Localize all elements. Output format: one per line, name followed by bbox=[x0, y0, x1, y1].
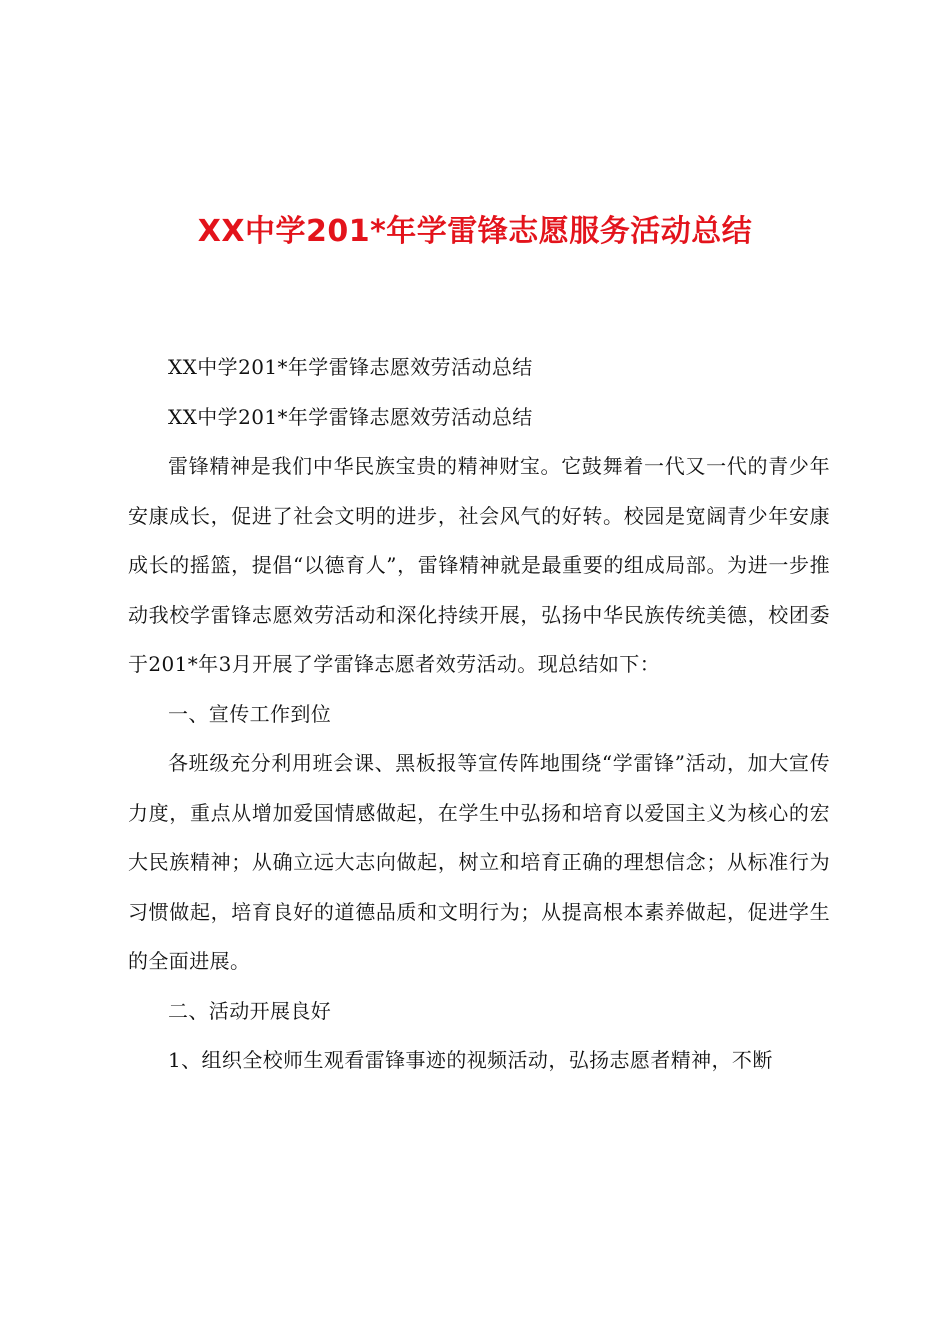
paragraph-subtitle-1: XX中学201*年学雷锋志愿效劳活动总结 bbox=[168, 355, 533, 379]
paragraph-section-1: 各班级充分利用班会课、黑板报等宣传阵地围绕“学雷锋”活动，加大宣传力度，重点从增加爱国情感做起，在学生中弘扬和培育以爱国主义为核心的宏大民族精神；从确立远大志向做起，树立和培育正确的理想信念；从标准行为习惯做起，培育良好的道德品质和文明行为；从提高根本素养做起，促进学生的全面进展。 bbox=[128, 751, 830, 973]
paragraph-subtitle-2: XX中学201*年学雷锋志愿效劳活动总结 bbox=[168, 404, 533, 429]
paragraph-intro: 雷锋精神是我们中华民族宝贵的精神财宝。它鼓舞着一代又一代的青少年安康成长，促进了社会文明的进步，社会风气的好转。校园是宽阔青少年安康成长的摇篮，提倡“以德育人”，雷锋精神就是最重要的组成局部。为进一步推动我校学雷锋志愿效劳活动和深化持续开展，弘扬中华民族传统美德，校团委于201*年3月开展了学雷锋志愿者效劳活动。现总结如下： bbox=[128, 454, 830, 676]
document-body bbox=[128, 343, 830, 1086]
section-heading-2: 二、活动开展良好 bbox=[168, 998, 332, 1023]
document-title: XX中学201*年学雷锋志愿服务活动总结 bbox=[197, 214, 753, 249]
paragraph-item-1: 1、组织全校师生观看雷锋事迹的视频活动，弘扬志愿者精神，不断 bbox=[168, 1048, 773, 1072]
section-heading-1: 一、宣传工作到位 bbox=[168, 701, 332, 726]
